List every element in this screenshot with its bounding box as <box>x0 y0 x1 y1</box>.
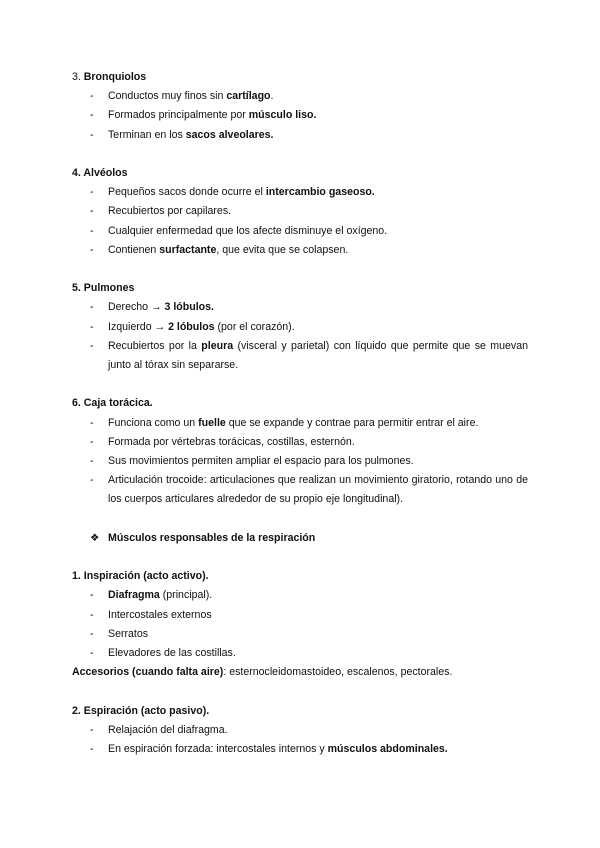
dash-marker: - <box>90 608 94 621</box>
text: Recubiertos por capilares. <box>108 205 232 218</box>
text: Articulación trocoide: articulaciones que realizan un movimiento giratorio, rotando uno de los cuerpos articulares alrededor de su propio eje longitudinal). <box>108 474 528 506</box>
section-heading <box>72 279 528 298</box>
dash-marker: - <box>90 320 94 333</box>
text: Elevadores de las costillas. <box>108 647 236 660</box>
document-page <box>72 68 528 759</box>
dash-marker: - <box>90 589 94 602</box>
bold-text: músculo liso. <box>248 109 317 122</box>
dash-marker: - <box>90 435 94 448</box>
dash-marker: - <box>90 627 94 640</box>
list-item <box>72 298 528 317</box>
dash-marker: - <box>90 128 94 141</box>
list-item <box>72 452 528 471</box>
text: En espiración forzada: intercostales internos y <box>108 743 328 756</box>
blank-line <box>72 682 528 701</box>
bold-text: cartílago <box>226 90 271 103</box>
dash-marker: - <box>90 186 94 199</box>
text: (por el corazón). <box>214 320 295 333</box>
text: Sus movimientos permiten ampliar el espacio para los pulmones. <box>108 455 414 468</box>
text: , que evita que se colapsen. <box>216 243 349 256</box>
text: . <box>270 90 274 103</box>
bold-text: 2. Espiración (acto pasivo). <box>72 704 210 717</box>
bold-text: pleura <box>201 339 234 352</box>
paragraph <box>72 663 528 682</box>
blank-line <box>72 145 528 164</box>
blank-line <box>72 260 528 279</box>
blank-line <box>72 548 528 567</box>
dash-marker: - <box>90 243 94 256</box>
list-item <box>72 644 528 663</box>
text: Izquierdo → <box>108 320 169 333</box>
list-item <box>72 87 528 106</box>
list-item <box>72 740 528 759</box>
list-item <box>72 106 528 125</box>
bold-text: Diafragma <box>108 589 160 602</box>
text: Serratos <box>108 627 149 640</box>
list-item <box>72 625 528 644</box>
text: Conductos muy finos sin <box>108 90 227 103</box>
bullet-heading <box>72 529 528 548</box>
bold-text: músculos abdominales. <box>327 743 448 756</box>
section-heading <box>72 164 528 183</box>
list-item <box>72 202 528 221</box>
bold-text: 4. Alvéolos <box>72 167 128 179</box>
text: Funciona como un <box>108 416 199 429</box>
list-item <box>72 433 528 452</box>
list-item <box>72 126 528 145</box>
list-item <box>72 222 528 241</box>
dash-marker: - <box>90 455 94 468</box>
section-heading <box>72 394 528 413</box>
list-item <box>72 183 528 202</box>
text: 3. <box>72 71 84 83</box>
text: Derecho → <box>108 301 165 314</box>
bold-text: 1. Inspiración (acto activo). <box>72 570 209 583</box>
bold-text: 3 lóbulos. <box>164 301 214 314</box>
list-item <box>72 586 528 605</box>
list-item <box>72 471 528 509</box>
list-item <box>72 337 528 375</box>
text: Intercostales externos <box>108 608 212 621</box>
list-item <box>72 318 528 337</box>
dash-marker: - <box>90 90 94 103</box>
text: Terminan en los <box>108 128 186 141</box>
text: Cualquier enfermedad que los afecte disminuye el oxígeno. <box>108 224 388 237</box>
text: Pequeños sacos donde ocurre el <box>108 186 266 199</box>
list-item <box>72 414 528 433</box>
list-item <box>72 606 528 625</box>
dash-marker: - <box>90 743 94 756</box>
blank-line <box>72 375 528 394</box>
dash-marker: - <box>90 205 94 218</box>
bold-text: 5. Pulmones <box>72 282 135 295</box>
dash-marker: - <box>90 224 94 237</box>
text: Contienen <box>108 243 160 256</box>
text: (visceral y parietal) con líquido que permite que se muevan junto al tórax sin separarse. <box>108 339 528 372</box>
section-heading <box>72 567 528 586</box>
text: Formada por vértebras torácicas, costillas, esternón. <box>108 435 355 448</box>
text: que se expande y contrae para permitir entrar el aire. <box>225 416 479 429</box>
bold-text: Músculos responsables de la respiración <box>108 531 316 544</box>
bold-text: 2 lóbulos <box>168 320 215 333</box>
text: Formados principalmente por <box>108 109 249 122</box>
dash-marker: - <box>90 474 94 487</box>
text: : esternocleidomastoideo, escalenos, pectorales. <box>223 666 453 679</box>
bold-text: Accesorios (cuando falta aire) <box>72 666 224 679</box>
bold-text: intercambio gaseoso. <box>265 186 375 199</box>
dash-marker: - <box>90 109 94 122</box>
bold-text: 6. Caja torácica. <box>72 397 153 410</box>
text: Recubiertos por la <box>108 339 202 352</box>
dash-marker: - <box>90 416 94 429</box>
bold-text: sacos alveolares. <box>185 128 274 141</box>
section-heading <box>72 702 528 721</box>
bold-text: Bronquiolos <box>83 71 147 83</box>
text: Relajación del diafragma. <box>108 723 228 736</box>
dash-marker: - <box>90 723 94 736</box>
bold-text: surfactante <box>159 243 217 256</box>
dash-marker: - <box>90 339 94 352</box>
dash-marker: - <box>90 647 94 660</box>
text: (principal). <box>159 589 213 602</box>
bold-text: fuelle <box>198 416 226 429</box>
diamond-bullet-icon: ❖ <box>90 531 100 544</box>
section-heading <box>72 68 528 87</box>
list-item <box>72 721 528 740</box>
dash-marker: - <box>90 301 94 314</box>
blank-line <box>72 510 528 529</box>
list-item <box>72 241 528 260</box>
